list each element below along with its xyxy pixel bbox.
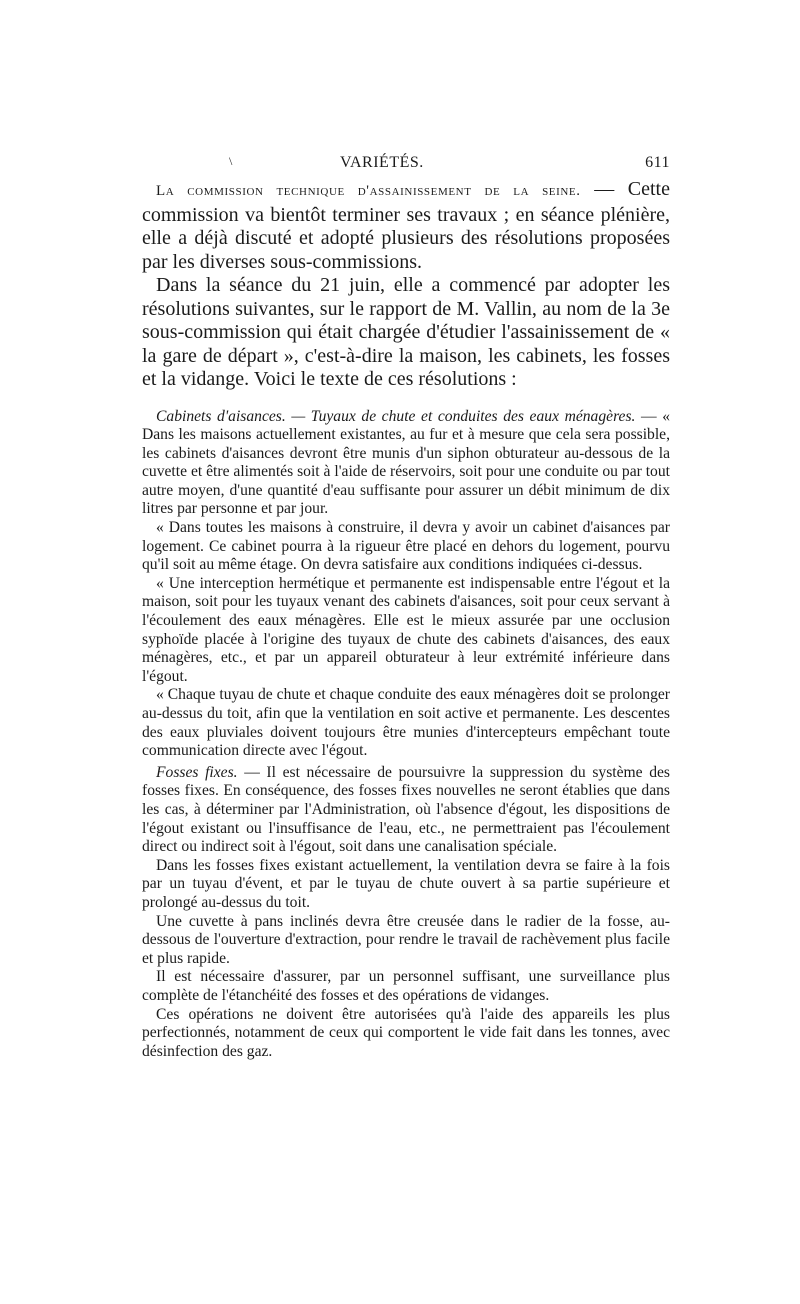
fosses-paragraph-5: Ces opérations ne doivent être autorisées qu'à l'aide des appareils les plus perfectionnés, notamment de ceux qui comportent le vide fait dans les tonnes, avec désinfection des gaz. [142,1005,670,1060]
fosses-heading: Fosses fixes. [156,763,238,781]
cabinets-paragraph-2: « Dans toutes les maisons à construire, il devra y avoir un cabinet d'aisances par logement. Ce cabinet pourra à la rigueur être placé en dehors du logement, pourvu qu'il soit au même étage. On devra satisfaire aux conditions indiquées ci-dessus. [142,519,670,574]
fosses-paragraph-2: Dans les fosses fixes existant actuellement, la ventilation devra se faire à la fois par un tuyau d'évent, et par le tuyau de chute ouvert à sa partie supérieure et prolongé au-dessus du toit. [142,856,670,911]
fosses-paragraph-3: Une cuvette à pans inclinés devra être creusée dans le radier de la fosse, au-dessous de l'ouverture d'extraction, pour rendre le travail de rachèvement plus facile et plus rapide. [142,912,670,967]
running-head [142,152,670,178]
stray-mark: \ [229,154,233,168]
fosses-paragraph-1 [142,764,670,857]
commission-heading: La commission technique d'assainissement de la seine. [156,183,581,199]
cabinets-section [142,408,670,1062]
intro-paragraph-1 [142,178,670,274]
running-head-title: VARIÉTÉS. [340,154,424,171]
fosses-paragraph-1-body: — Il est nécessaire de poursuivre la suppression du système des fosses fixes. En conséquence, des fosses fixes nouvelles ne seront établies que dans les cas, à déterminer par l'Administration, où l'absence d'égout, les dispositions de l'égout existant ou l'insuffisance de l'eau, etc., ne permettraient pas l'écoulement direct ou indirect soit à l'égout, soit dans une canalisation spéciale. [142,763,670,856]
book-page [142,152,670,1061]
cabinets-paragraph-1 [142,408,670,520]
intro-paragraph-1-body: — Cette commission va bientôt terminer ses travaux ; en séance plénière, elle a déjà discuté et adopté plusieurs des résolutions proposées par les diverses sous-commissions. [142,178,670,273]
cabinets-heading: Cabinets d'aisances. — Tuyaux de chute et conduites des eaux ménagères. [156,407,636,425]
intro-paragraph-2: Dans la séance du 21 juin, elle a commencé par adopter les résolutions suivantes, sur le rapport de M. Vallin, au nom de la 3e sous-commission qui était chargée d'étudier l'assainissement de « la gare de départ », c'est-à-dire la maison, les cabinets, les fosses et la vidange. Voici le texte de ces résolutions : [142,274,670,390]
intro-section [142,178,670,392]
fosses-paragraph-4: Il est nécessaire d'assurer, par un personnel suffisant, une surveillance plus complète de l'étanchéité des fosses et des opérations de vidanges. [142,968,670,1004]
page-number: 611 [645,154,670,171]
cabinets-paragraph-3: « Une interception hermétique et permanente est indispensable entre l'égout et la maison, soit pour les tuyaux venant des cabinets d'aisances, soit pour ceux servant à l'écoulement des eaux ménagères. Elle est le mieux assurée par une occlusion syphoïde placée à l'origine des tuyaux de chute des cabinets d'aisances, des eaux ménagères, etc., et par un appareil obturateur à leur extrémité inférieure dans l'égout. [142,574,670,685]
cabinets-paragraph-1-body: — « Dans les maisons actuellement existantes, au fur et à mesure que cela sera possible, les cabinets d'aisances devront être munis d'un siphon obturateur au-dessous de la cuvette et être alimentés soit à l'aide de réservoirs, soit pour une conduite ou par tout autre moyen, d'une quantité d'eau suffisante pour assurer un débit minimum de dix litres par personne et par jour. [142,407,670,518]
cabinets-paragraph-4: « Chaque tuyau de chute et chaque conduite des eaux ménagères doit se prolonger au-dessus du toit, afin que la ventilation en soit active et permanente. Les descentes des eaux pluviales doivent toujours être munies d'intercepteurs empêchant toute communication directe avec l'égout. [142,686,670,760]
